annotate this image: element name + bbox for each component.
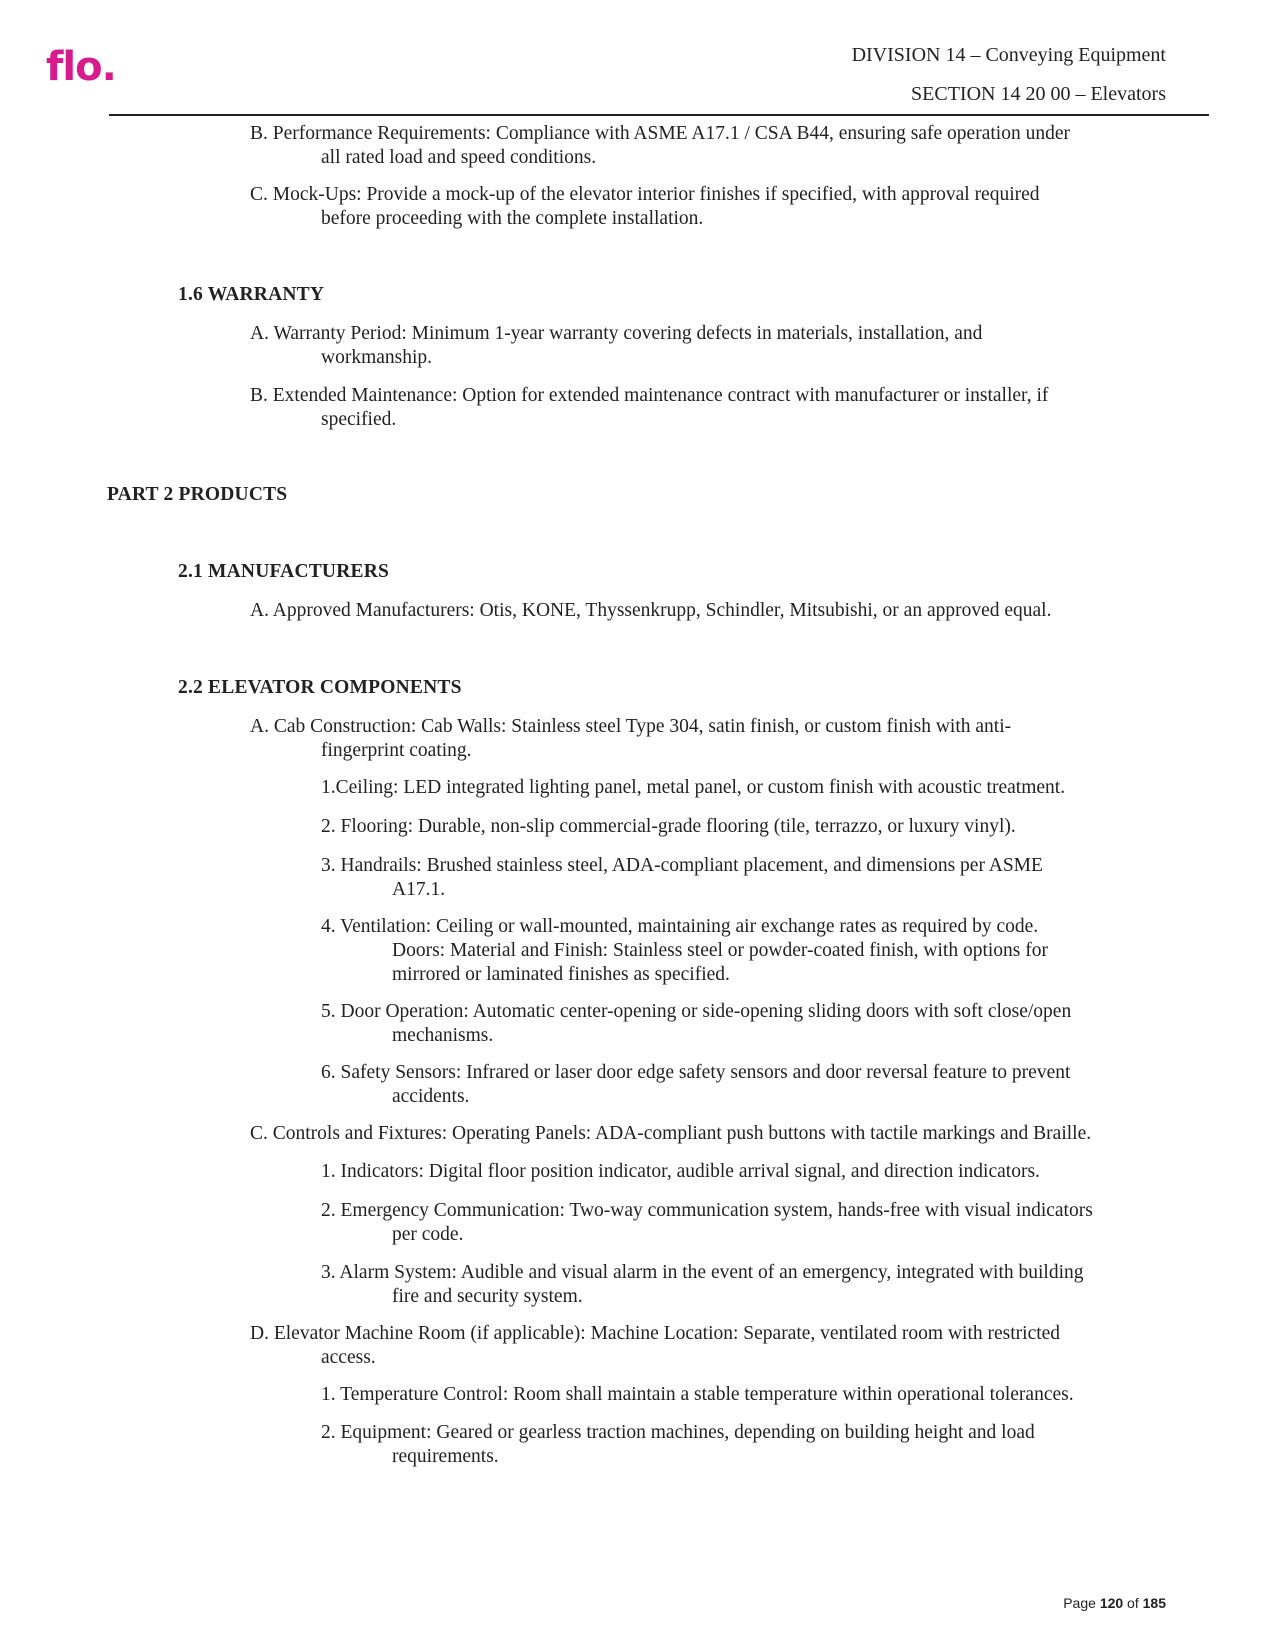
division-title: DIVISION 14 – Conveying Equipment — [851, 44, 1166, 66]
item-flooring: 2. Flooring: Durable, non-slip commercial-grade flooring (tile, terrazzo, or luxury vinyl). — [321, 816, 1016, 837]
item-extended-maintenance: B. Extended Maintenance: Option for extended maintenance contract with manufacturer or installer, if specified. — [250, 385, 1049, 430]
heading-manufacturers: 2.1 MANUFACTURERS — [178, 561, 390, 582]
item-controls-fixtures: C. Controls and Fixtures: Operating Panels: ADA-compliant push buttons with tactile markings and Braille. — [250, 1123, 1092, 1144]
heading-part-2-products: PART 2 PRODUCTS — [107, 484, 288, 505]
heading-warranty: 1.6 WARRANTY — [178, 284, 325, 305]
item-alarm-system: 3. Alarm System: Audible and visual alarm in the event of an emergency, integrated with building fire and security system. — [321, 1262, 1084, 1307]
item-indicators: 1. Indicators: Digital floor position indicator, audible arrival signal, and direction indicators. — [321, 1161, 1040, 1182]
item-door-operation: 5. Door Operation: Automatic center-opening or side-opening sliding doors with soft close/open mechanisms. — [321, 1001, 1072, 1046]
header-rule — [109, 114, 1209, 116]
item-mock-ups: C. Mock-Ups: Provide a mock-up of the elevator interior finishes if specified, with approval required before proceeding with the complete installation. — [250, 184, 1040, 229]
page-number: Page 120 of 185 — [1063, 1595, 1166, 1611]
flo-logo — [46, 46, 146, 88]
item-ceiling: 1.Ceiling: LED integrated lighting panel, metal panel, or custom finish with acoustic treatment. — [321, 777, 1066, 798]
item-performance-requirements: B. Performance Requirements: Compliance with ASME A17.1 / CSA B44, ensuring safe operation under all rated load and speed conditions. — [250, 123, 1070, 168]
item-cab-construction: A. Cab Construction: Cab Walls: Stainless steel Type 304, satin finish, or custom finish with anti- fingerprint coating. — [250, 716, 1012, 761]
logo-text: flo. — [46, 46, 116, 88]
item-handrails: 3. Handrails: Brushed stainless steel, ADA-compliant placement, and dimensions per ASME A17.1. — [321, 855, 1043, 900]
item-warranty-period: A. Warranty Period: Minimum 1-year warranty covering defects in materials, installation, and workmanship. — [250, 323, 983, 368]
item-approved-manufacturers: A. Approved Manufacturers: Otis, KONE, Thyssenkrupp, Schindler, Mitsubishi, or an approved equal. — [250, 600, 1052, 621]
item-machine-room: D. Elevator Machine Room (if applicable): Machine Location: Separate, ventilated room with restricted access. — [250, 1323, 1061, 1368]
section-title: SECTION 14 20 00 – Elevators — [911, 83, 1166, 105]
item-ventilation: 4. Ventilation: Ceiling or wall-mounted, maintaining air exchange rates as required by code. Doors: Material and Finish: Stainless steel or powder-coated finish, with options for mirrored or laminated finishes as specified. — [321, 916, 1049, 985]
item-emergency-communication: 2. Emergency Communication: Two-way communication system, hands-free with visual indicators per code. — [321, 1200, 1093, 1245]
item-safety-sensors: 6. Safety Sensors: Infrared or laser door edge safety sensors and door reversal feature to prevent accidents. — [321, 1062, 1071, 1107]
item-temperature-control: 1. Temperature Control: Room shall maintain a stable temperature within operational tolerances. — [321, 1384, 1074, 1405]
heading-elevator-components: 2.2 ELEVATOR COMPONENTS — [178, 677, 462, 698]
item-equipment: 2. Equipment: Geared or gearless traction machines, depending on building height and load requirements. — [321, 1422, 1035, 1467]
